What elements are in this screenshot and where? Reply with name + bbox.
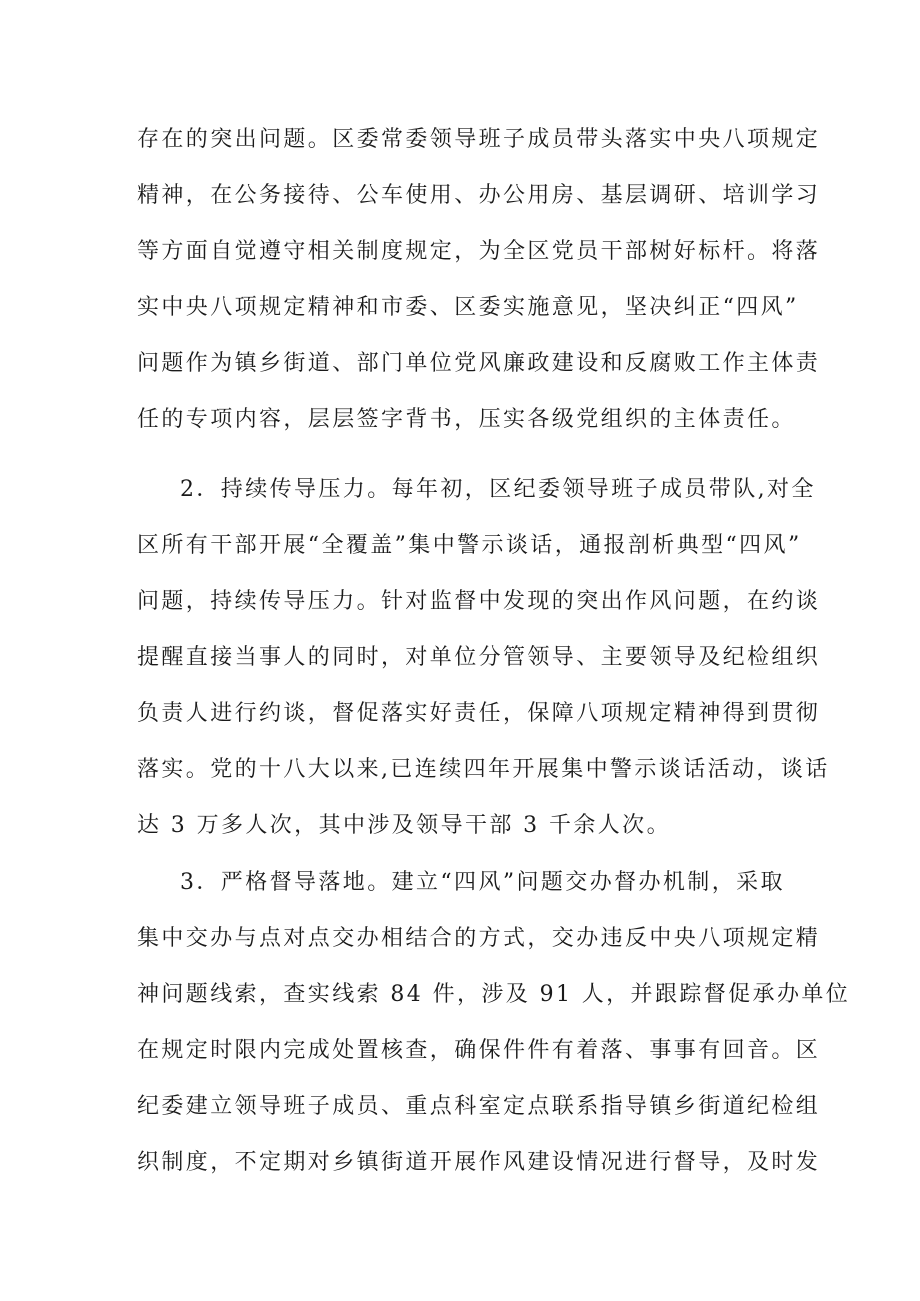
paragraph-2-line: 提醒直接当事人的同时，对单位分管领导、主要领导及纪检组织 xyxy=(137,645,821,670)
paragraph-1-line: 存在的突出问题。区委常委领导班子成员带头落实中央八项规定 xyxy=(137,127,821,152)
paragraph-2-line: 2．持续传导压力。每年初，区纪委领导班子成员带队,对全 xyxy=(180,477,816,502)
paragraph-3-line: 织制度，不定期对乡镇街道开展作风建设情况进行督导，及时发 xyxy=(137,1150,821,1175)
paragraph-3-line: 在规定时限内完成处置核查，确保件件有着落、事事有回音。区 xyxy=(137,1038,821,1063)
paragraph-1-line: 精神，在公务接待、公车使用、办公用房、基层调研、培训学习 xyxy=(137,183,821,208)
paragraph-1-line: 等方面自觉遵守相关制度规定，为全区党员干部树好标杆。将落 xyxy=(137,239,821,264)
paragraph-3-line: 集中交办与点对点交办相结合的方式，交办违反中央八项规定精 xyxy=(137,926,821,951)
paragraph-3-line: 3．严格督导落地。建立“四风”问题交办督办机制，采取 xyxy=(180,870,785,895)
paragraph-2-line: 负责人进行约谈，督促落实好责任，保障八项规定精神得到贯彻 xyxy=(137,701,821,726)
paragraph-1-line: 实中央八项规定精神和市委、区委实施意见，坚决纠正“四风” xyxy=(137,295,799,320)
paragraph-1-line: 问题作为镇乡街道、部门单位党风廉政建设和反腐败工作主体责 xyxy=(137,351,821,376)
paragraph-3-line: 纪委建立领导班子成员、重点科室定点联系指导镇乡街道纪检组 xyxy=(137,1094,821,1119)
paragraph-2-line: 落实。党的十八大以来,已连续四年开展集中警示谈话活动，谈话 xyxy=(137,757,830,782)
paragraph-3-line: 神问题线索，查实线索 84 件，涉及 91 人，并跟踪督促承办单位 xyxy=(137,982,851,1007)
paragraph-2-line: 达 3 万多人次，其中涉及领导干部 3 千余人次。 xyxy=(137,813,671,838)
paragraph-2-line: 区所有干部开展“全覆盖”集中警示谈话，通报剖析典型“四风” xyxy=(137,533,802,558)
paragraph-2-line: 问题，持续传导压力。针对监督中发现的突出作风问题，在约谈 xyxy=(137,589,821,614)
paragraph-1-line: 任的专项内容，层层签字背书，压实各级党组织的主体责任。 xyxy=(137,407,796,432)
